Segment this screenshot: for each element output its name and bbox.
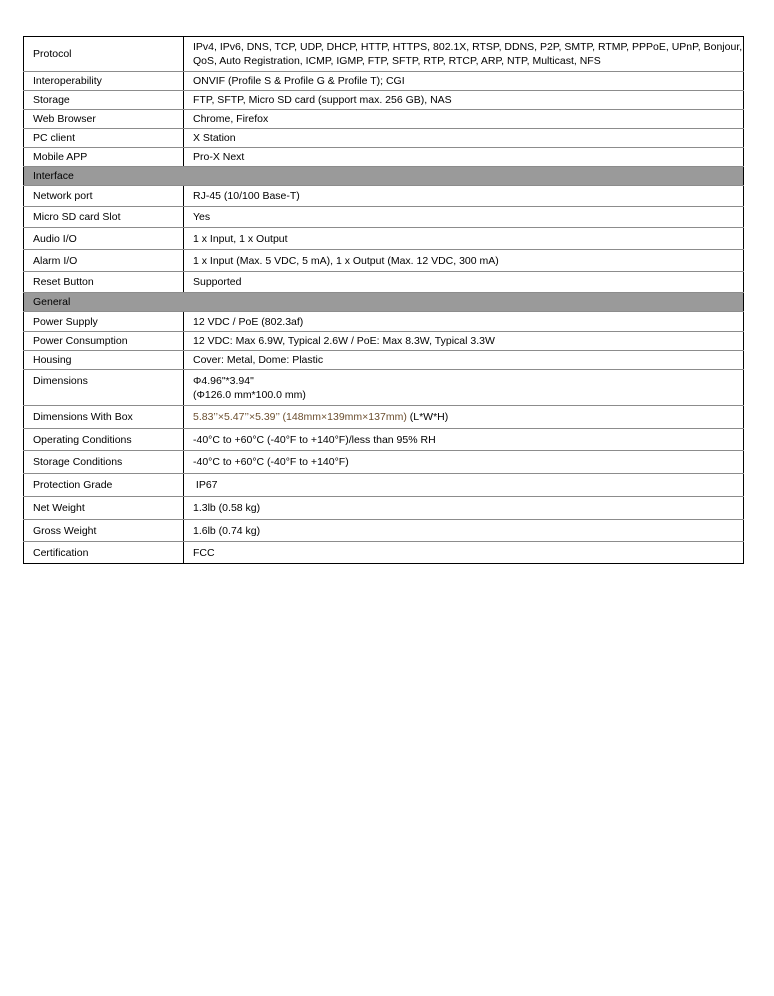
spec-value: ONVIF (Profile S & Profile G & Profile T); CGI bbox=[184, 72, 744, 91]
spec-row-web-browser bbox=[24, 110, 744, 129]
spec-row-mobile-app bbox=[24, 148, 744, 167]
spec-value: 1 x Input, 1 x Output bbox=[184, 228, 744, 250]
spec-label: Network port bbox=[24, 186, 184, 207]
spec-label: PC client bbox=[24, 129, 184, 148]
specification-table bbox=[23, 36, 744, 564]
spec-row-dimensions bbox=[24, 370, 744, 406]
spec-row-housing bbox=[24, 351, 744, 370]
section-title: Interface bbox=[24, 167, 744, 186]
spec-value-line: Φ4.96"*3.94" bbox=[193, 374, 254, 387]
spec-value: Pro-X Next bbox=[184, 148, 744, 167]
spec-row-micro-sd-slot bbox=[24, 207, 744, 228]
spec-label: Micro SD card Slot bbox=[24, 207, 184, 228]
section-title: General bbox=[24, 293, 744, 312]
spec-row-dimensions-with-box bbox=[24, 406, 744, 429]
spec-label: Storage Conditions bbox=[24, 451, 184, 474]
spec-label: Housing bbox=[24, 351, 184, 370]
spec-label: Gross Weight bbox=[24, 520, 184, 542]
spec-label: Power Consumption bbox=[24, 332, 184, 351]
spec-row-power-supply bbox=[24, 312, 744, 332]
spec-value: IP67 bbox=[184, 474, 744, 497]
section-header-interface bbox=[24, 167, 744, 186]
spec-value: 1.6lb (0.74 kg) bbox=[184, 520, 744, 542]
box-dimensions-suffix: (L*W*H) bbox=[406, 411, 449, 423]
spec-row-alarm-io bbox=[24, 250, 744, 272]
spec-row-operating-conditions bbox=[24, 429, 744, 451]
spec-label: Power Supply bbox=[24, 312, 184, 332]
spec-value-line: IPv4, IPv6, DNS, TCP, UDP, DHCP, HTTP, HTTPS, 802.1X, RTSP, DDNS, P2P, SMTP, RTMP, PPPoE, UPnP, Bonjour, bbox=[193, 41, 743, 53]
spec-value bbox=[184, 370, 744, 406]
spec-label: Audio I/O bbox=[24, 228, 184, 250]
spec-value bbox=[184, 37, 744, 72]
spec-label: Dimensions With Box bbox=[24, 406, 184, 429]
spec-row-power-consumption bbox=[24, 332, 744, 351]
spec-value: Cover: Metal, Dome: Plastic bbox=[184, 351, 744, 370]
spec-value: FCC bbox=[184, 542, 744, 564]
spec-label: Mobile APP bbox=[24, 148, 184, 167]
spec-row-net-weight bbox=[24, 497, 744, 520]
spec-value: -40°C to +60°C (-40°F to +140°F) bbox=[184, 451, 744, 474]
spec-label: Protection Grade bbox=[24, 474, 184, 497]
spec-value: 1 x Input (Max. 5 VDC, 5 mA), 1 x Output (Max. 12 VDC, 300 mA) bbox=[184, 250, 744, 272]
spec-label: Interoperability bbox=[24, 72, 184, 91]
spec-label: Net Weight bbox=[24, 497, 184, 520]
spec-label: Storage bbox=[24, 91, 184, 110]
spec-label: Reset Button bbox=[24, 272, 184, 293]
section-header-general bbox=[24, 293, 744, 312]
spec-value: FTP, SFTP, Micro SD card (support max. 256 GB), NAS bbox=[184, 91, 744, 110]
spec-row-pc-client bbox=[24, 129, 744, 148]
spec-value: -40°C to +60°C (-40°F to +140°F)/less than 95% RH bbox=[184, 429, 744, 451]
spec-value: Supported bbox=[184, 272, 744, 293]
spec-row-storage bbox=[24, 91, 744, 110]
box-dimensions-text: 5.83’’×5.47’’×5.39’’ (148mm×139mm×137mm) bbox=[193, 411, 407, 423]
spec-value: Yes bbox=[184, 207, 744, 228]
spec-value bbox=[184, 406, 744, 429]
spec-value-line: (Φ126.0 mm*100.0 mm) bbox=[193, 388, 306, 401]
spec-row-gross-weight bbox=[24, 520, 744, 542]
spec-row-certification bbox=[24, 542, 744, 564]
spec-row-storage-conditions bbox=[24, 451, 744, 474]
spec-label: Web Browser bbox=[24, 110, 184, 129]
spec-value-line: QoS, Auto Registration, ICMP, IGMP, FTP, SFTP, RTP, RTCP, ARP, NTP, Multicast, NFS bbox=[193, 55, 601, 67]
spec-row-interoperability bbox=[24, 72, 744, 91]
spec-row-protocol bbox=[24, 37, 744, 72]
spec-value: 1.3lb (0.58 kg) bbox=[184, 497, 744, 520]
spec-label: Certification bbox=[24, 542, 184, 564]
spec-value: Chrome, Firefox bbox=[184, 110, 744, 129]
spec-row-protection-grade bbox=[24, 474, 744, 497]
spec-value: RJ-45 (10/100 Base-T) bbox=[184, 186, 744, 207]
spec-row-network-port bbox=[24, 186, 744, 207]
spec-value: 12 VDC: Max 6.9W, Typical 2.6W / PoE: Max 8.3W, Typical 3.3W bbox=[184, 332, 744, 351]
spec-label: Alarm I/O bbox=[24, 250, 184, 272]
spec-label: Protocol bbox=[24, 37, 184, 72]
spec-label: Dimensions bbox=[24, 370, 184, 406]
spec-value: 12 VDC / PoE (802.3af) bbox=[184, 312, 744, 332]
spec-label: Operating Conditions bbox=[24, 429, 184, 451]
spec-row-reset-button bbox=[24, 272, 744, 293]
spec-row-audio-io bbox=[24, 228, 744, 250]
spec-value: X Station bbox=[184, 129, 744, 148]
